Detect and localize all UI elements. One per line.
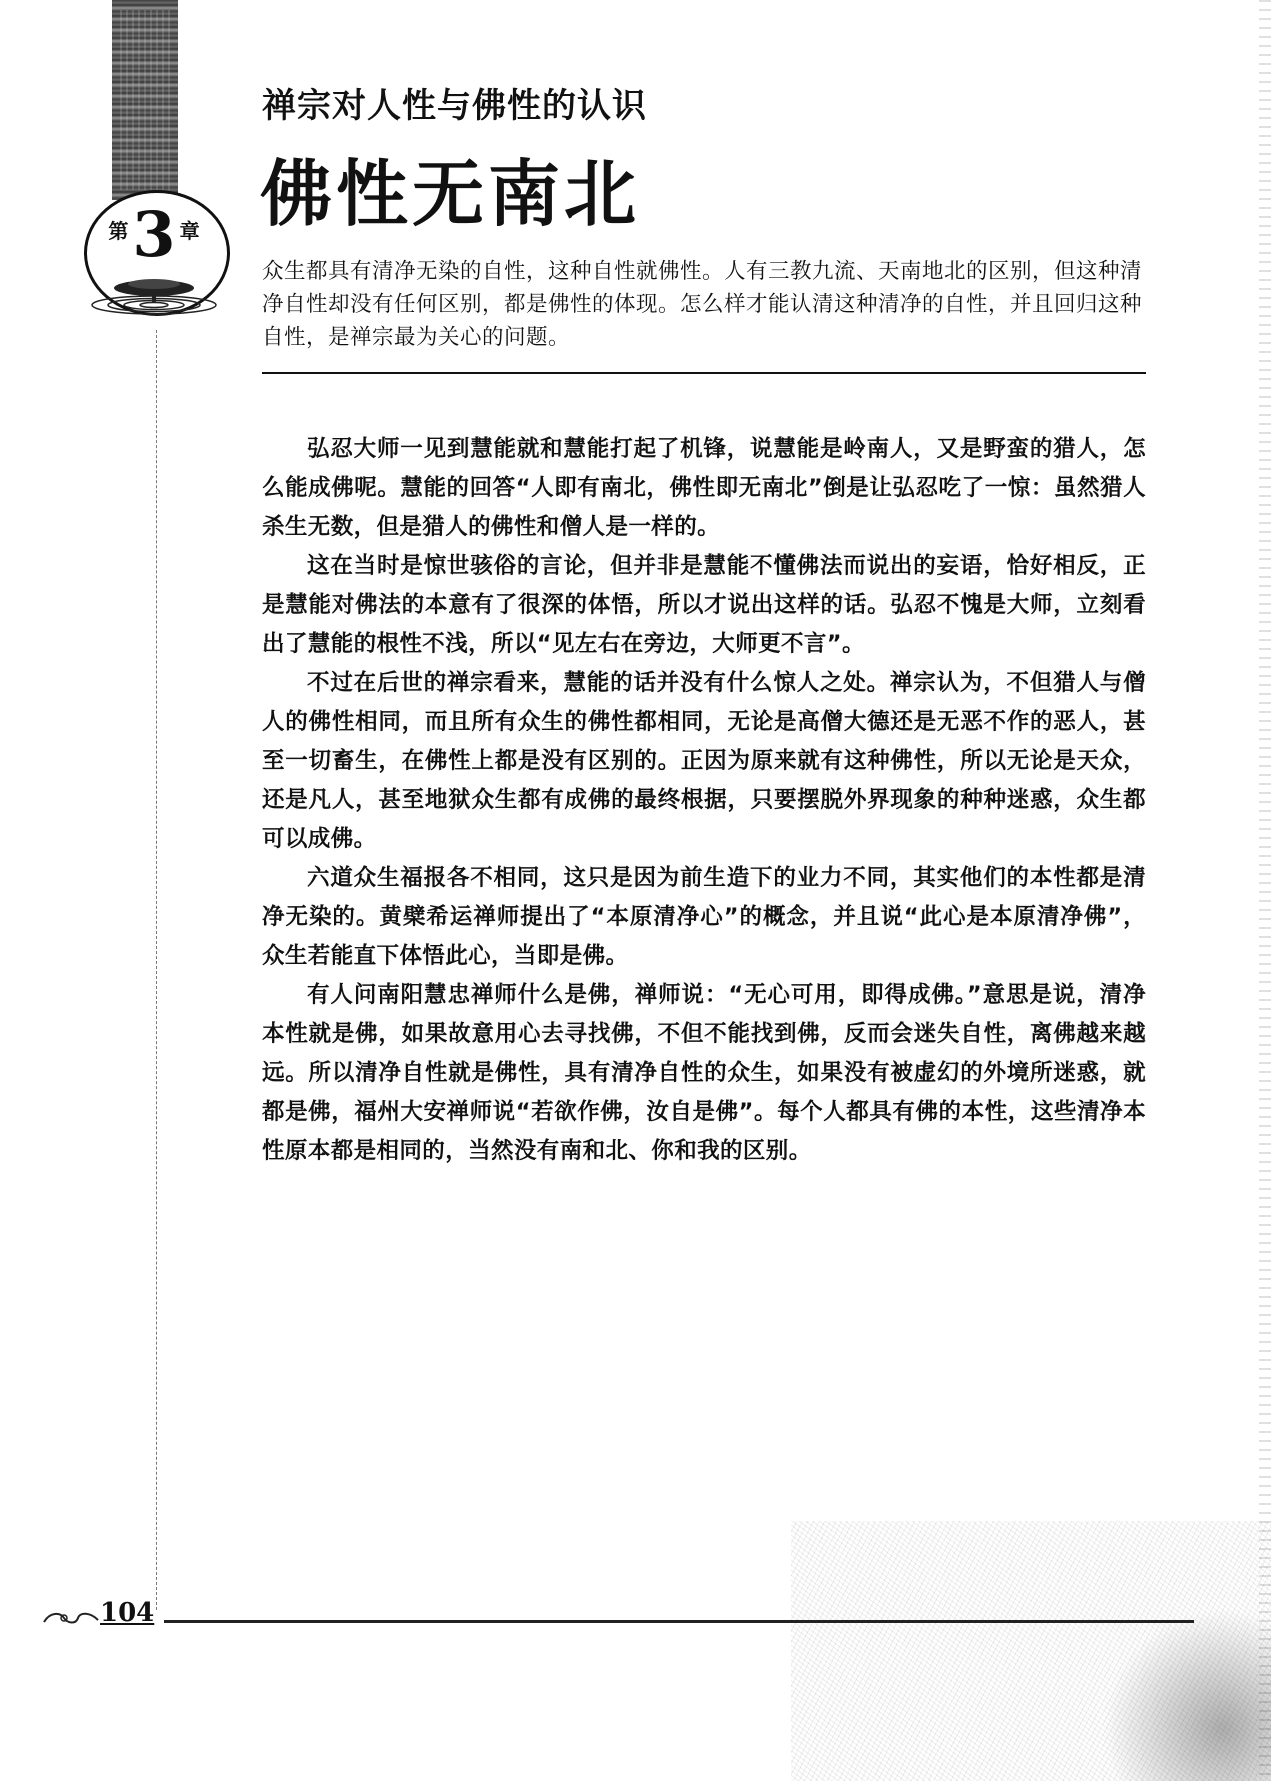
page-subtitle: 禅宗对人性与佛性的认识: [262, 86, 647, 126]
decorative-band: [112, 0, 178, 200]
page-title: 佛性无南北: [260, 151, 641, 236]
chapter-number: 3: [132, 198, 176, 271]
scan-edge: [1259, 0, 1271, 1781]
margin-dashed-line: [156, 330, 158, 1610]
chapter-suffix: 章: [179, 219, 200, 243]
body-paragraph: 不过在后世的禅宗看来，慧能的话并没有什么惊人之处。禅宗认为，不但猎人与僧人的佛性相同，而且所有众生的佛性都相同，无论是高僧大德还是无恶不作的恶人，甚至一切畜生，在佛性上都是没有区别的。正因为原来就有这种佛性，所以无论是天众，还是凡人，甚至地狱众生都有成佛的最终根据，只要摆脱外界现象的种种迷惑，众生都可以成佛。: [262, 670, 1146, 852]
chapter-prefix: 第: [108, 219, 129, 243]
body-paragraph: 这在当时是惊世骇俗的言论，但并非是慧能不懂佛法而说出的妄语，恰好相反，正是慧能对佛法的本意有了很深的体悟，所以才说出这样的话。弘忍不愧是大师，立刻看出了慧能的根性不浅，所以“见左右在旁边，大师更不言”。: [262, 553, 1146, 657]
page-number: 104: [100, 1598, 155, 1628]
intro-divider: [262, 372, 1146, 374]
body-paragraph: 六道众生福报各不相同，这只是因为前生造下的业力不同，其实他们的本性都是清净无染的。黄檗希运禅师提出了“本原清净心”的概念，并且说“此心是本原清净佛”，众生若能直下体悟此心，当即是佛。: [262, 865, 1146, 969]
body-paragraph: 有人问南阳慧忠禅师什么是佛，禅师说：“无心可用，即得成佛。”意思是说，清净本性就是佛，如果故意用心去寻找佛，不但不能找到佛，反而会迷失自性，离佛越来越远。所以清净自性就是佛性，具有清净自性的众生，如果没有被虚幻的外境所迷惑，就都是佛，福州大安禅师说“若欲作佛，汝自是佛”。每个人都具有佛的本性，这些清净本性原本都是相同的，当然没有南和北、你和我的区别。: [262, 982, 1146, 1164]
cloud-swirl-icon: [42, 1608, 102, 1628]
body-paragraph: 弘忍大师一见到慧能就和慧能打起了机锋，说慧能是岭南人，又是野蛮的猎人，怎么能成佛呢。慧能的回答“人即有南北，佛性即无南北”倒是让弘忍吃了一惊：虽然猎人杀生无数，但是猎人的佛性和僧人是一样的。: [262, 436, 1146, 540]
body-text: [262, 430, 1146, 1171]
bonsai-ripple-icon: [88, 278, 220, 316]
scan-noise: [791, 1521, 1271, 1781]
chapter-badge: [78, 190, 230, 320]
intro-paragraph: 众生都具有清净无染的自性，这种自性就佛性。人有三教九流、天南地北的区别，但这种清净自性却没有任何区别，都是佛性的体现。怎么样才能认清这种清净的自性，并且回归这种自性，是禅宗最为关心的问题。: [262, 259, 1143, 350]
chapter-label: [78, 200, 230, 270]
